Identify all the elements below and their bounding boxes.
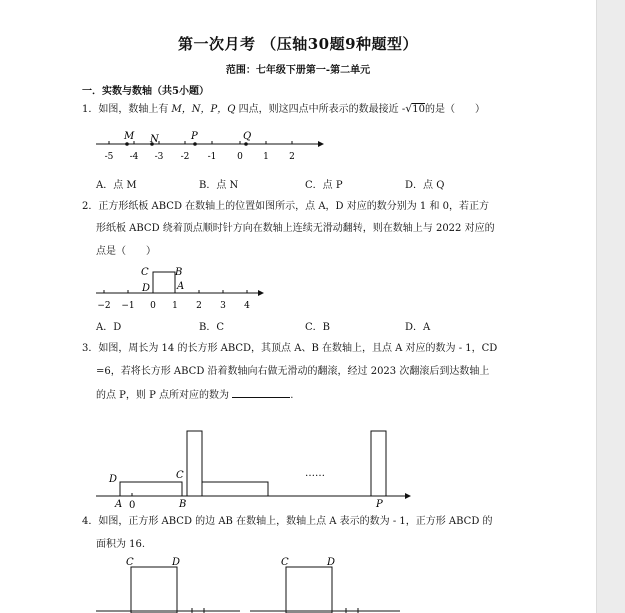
q2-label-b: B <box>175 267 183 278</box>
question-3-line-3 <box>96 388 293 403</box>
q2-option-c: C．B <box>305 322 330 333</box>
q3-line-3-post: . <box>290 390 294 401</box>
q1-text-pre: 1．如图，数轴上有 <box>82 104 169 115</box>
q3-figure <box>96 431 411 511</box>
q4-label-d-right: D <box>327 557 336 568</box>
q1-tick-label: -1 <box>207 152 217 162</box>
q2-option-b: B．C <box>199 322 224 333</box>
q3-label-d: D <box>109 474 118 485</box>
q1-option-d: D．点 Q <box>405 180 445 191</box>
q1-tick-label: -3 <box>154 152 164 162</box>
q1-text-points: M，N，P，Q <box>168 104 239 115</box>
q4-label-c-left: C <box>126 557 134 568</box>
q3-label-a: A <box>115 499 123 510</box>
q1-number-line <box>96 131 324 162</box>
q4-figure <box>96 557 400 613</box>
q1-label-q: Q <box>243 131 252 142</box>
q2-figure <box>96 267 264 311</box>
q2-option-a: A．D <box>96 322 122 333</box>
q1-option-c: C．点 P <box>305 180 343 191</box>
page-title: 第一次月考 （压轴30题9种题型） <box>177 35 419 53</box>
q3-ellipsis: …… <box>305 468 325 479</box>
q2-option-d: D．A <box>405 322 431 333</box>
q2-tick-label: 3 <box>220 301 226 311</box>
q2-label-c: C <box>141 267 149 278</box>
answer-blank <box>232 388 290 398</box>
question-3-line-1: 3．如图，周长为 14 的长方形 ABCD，其顶点 A、B 在数轴上，且点 A 对应的数为 - 1，CD <box>82 343 498 354</box>
q1-tick-label: -5 <box>104 152 114 162</box>
q1-tick-label: -4 <box>129 152 139 162</box>
q1-text-post: 的是（ ） <box>424 104 485 115</box>
q1-tick-label: 1 <box>263 152 269 162</box>
section-heading: 一．实数与数轴（共5小题） <box>82 86 209 97</box>
q1-tick-label: -2 <box>180 152 190 162</box>
q4-label-c-right: C <box>281 557 289 568</box>
q1-label-n: N <box>150 134 159 145</box>
q1-option-a: A．点 M <box>96 180 137 191</box>
q2-tick-label: 4 <box>244 301 250 311</box>
q1-text-mid: 四点，则这四点中所表示的数最接近 - <box>238 104 406 115</box>
q2-tick-label: 1 <box>172 301 178 311</box>
q3-label-b: B <box>179 499 187 510</box>
q2-tick-label: −1 <box>121 301 135 311</box>
question-2-line-3: 点是（ ） <box>96 246 156 257</box>
scrollbar-track[interactable] <box>596 0 625 613</box>
q1-option-b: B．点 N <box>199 180 239 191</box>
q1-tick-label: 0 <box>237 152 243 162</box>
q2-tick-label: 2 <box>196 301 202 311</box>
question-2-line-1: 2．正方形纸板 ABCD 在数轴上的位置如图所示，点 A，D 对应的数分别为 1 和 0，若正方 <box>82 201 490 212</box>
question-3-line-2: =6，若将长方形 ABCD 沿着数轴向右做无滑动的翻滚，经过 2023 次翻滚后到达数轴上 <box>96 366 490 377</box>
question-2-line-2: 形纸板 ABCD 绕着顶点顺时针方向在数轴上连续无滑动翻转，则在数轴上与 2022 对应的 <box>96 223 495 234</box>
q3-label-c: C <box>176 470 184 481</box>
q3-label-zero: 0 <box>129 500 136 511</box>
q2-label-a: A <box>177 281 185 292</box>
q2-label-d: D <box>142 283 151 294</box>
page-subtitle: 范围：七年级下册第一-第二单元 <box>225 65 371 76</box>
q3-line-3-pre: 的点 P，则 P 点所对应的数为 <box>96 390 229 401</box>
q3-label-p: P <box>376 499 383 510</box>
q2-tick-label: 0 <box>150 301 156 311</box>
q1-label-p: P <box>191 131 198 142</box>
question-4-line-2: 面积为 16. <box>96 539 146 550</box>
q1-label-m: M <box>124 131 135 142</box>
q4-label-d-left: D <box>172 557 181 568</box>
question-4-line-1: 4．如图，正方形 ABCD 的边 AB 在数轴上，数轴上点 A 表示的数为 - 1，正方形 ABCD 的 <box>82 516 493 527</box>
q2-tick-label: −2 <box>97 301 111 311</box>
q1-sqrt-radicand: 10 <box>412 104 425 115</box>
q1-tick-label: 2 <box>289 152 295 162</box>
sqrt-symbol: √ <box>405 102 413 115</box>
